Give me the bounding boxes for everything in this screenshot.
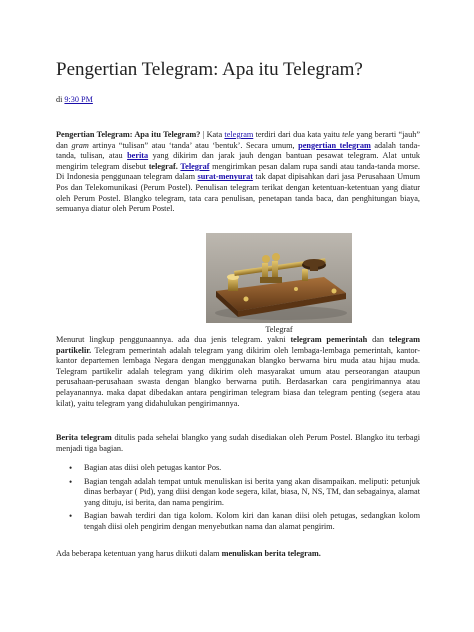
list-item: • Bagian bawah terdiri dan tiga kolom. Kolom kiri dan kanan diisi oleh petugas, sedangkan kolom tengah diisi oleh pengirim dengan menyebutkan nama dan alamat pengirim.: [84, 511, 420, 532]
intro-text: tak dapat dipisahkan dari jasa Perusahaan Umum Pos dan Telekomunikasi (Perum Postel). Penulisan telegram terikat dengan ketentuan-ketentuan yang diatur oleh Perum Postel. Blangko telegram, tata cara penulisan, penetapan tanda baca, dan penghitungan biaya, semuanya diatur oleh Perum Postel.: [56, 172, 420, 214]
word-gram: gram: [71, 140, 89, 150]
berita-text: ditulis pada sehelai blangko yang sudah disediakan oleh Perum Postel. Blangko itu terbagi menjadi tiga bagian.: [56, 433, 421, 453]
link-surat-menyurat[interactable]: surat-menyurat: [197, 172, 253, 182]
intro-text: yang berarti “jauh” dan: [56, 130, 420, 150]
term-telegram-pemerintah: telegram pemerintah: [290, 335, 368, 344]
berita-paragraph: [56, 433, 420, 454]
intro-text: yang dikirim dan jarak jauh dengan bantuan pesawat telegram. Alat untuk mengirim telegram disebut: [56, 151, 420, 171]
link-telegram[interactable]: telegram: [224, 130, 254, 139]
link-berita[interactable]: berita: [127, 151, 149, 161]
types-text: dan: [367, 335, 389, 344]
telegraph-key-image: [206, 233, 352, 323]
intro-text: | Kata: [200, 130, 225, 139]
types-text: Telegram pemerintah adalah telegram yang dikirim oleh lembaga-lembaga pemerintah, kantor-kantor departemen lembaga Negara dengan menggunakan blangko berwarna biru muda atau hijau muda. Telegram partikelir adalah telegram yang dikirim oleh masyarakat umum atau perseorangan ataupun perusahaan-perusahaan swasta dengan blangko berwarna putih. Berdasarkan cara pengirimannya atau pelayanannya. maka dapat dibedakan antara pengiriman telegram biasa dan telegram penting (segera atau kilat), yaitu telegram yang didahulukan pengirimannya.: [56, 345, 420, 408]
closing-text: Ada beberapa ketentuan yang harus diikuti dalam: [56, 549, 222, 558]
types-text: Menurut lingkup penggunaannya. ada dua jenis telegram. yakni: [56, 335, 291, 344]
post-meta: [56, 94, 93, 105]
intro-paragraph: [56, 130, 420, 215]
intro-lead: Pengertian Telegram: Apa itu Telegram?: [56, 130, 201, 139]
link-telegraf[interactable]: Telegraf: [180, 161, 210, 171]
term-telegram-partikelir: telegram partikelir.: [56, 335, 420, 355]
article-title: Pengertian Telegram: Apa itu Telegram?: [56, 59, 363, 80]
list-item: • Bagian atas diisi oleh petugas kantor Pos.: [84, 463, 420, 474]
intro-text: artinya “tulisan” atau ‘tanda’ atau ‘bentuk’. Secara umum,: [88, 140, 299, 150]
intro-text: terdiri dari dua kata yaitu: [253, 130, 343, 139]
intro-text: adalah tanda-tanda, tulisan, atau: [56, 140, 421, 161]
types-paragraph: [56, 335, 420, 409]
blangko-parts-list: [56, 463, 420, 536]
meta-prefix: di: [56, 95, 63, 104]
word-telegraf: telegraf.: [148, 161, 178, 171]
post-time-link[interactable]: 9:30 PM: [64, 95, 93, 104]
telegraph-key-illustration: [206, 233, 352, 323]
link-pengertian-telegram[interactable]: pengertian telegram: [298, 140, 371, 150]
list-item: • Bagian tengah adalah tempat untuk menuliskan isi berita yang akan disampaikan. meliputi: petunjuk dinas berbayar ( Ptd), yang diisi dengan kode segera, kilat, biasa, N, NS, TM, dan sebagainya, alamat yang dituju, isi berita, dan nama pengirim.: [84, 477, 420, 509]
word-tele: tele: [342, 130, 355, 139]
intro-text: mengirimkan pesan dalam rupa sandi atau tanda-tanda morse. Di Indonesia penggunaan telegram dalam: [56, 161, 420, 182]
term-menuliskan-berita: menuliskan berita telegram.: [221, 549, 321, 558]
closing-paragraph: [56, 549, 420, 560]
term-berita-telegram: Berita telegram: [56, 433, 112, 442]
figure-caption: Telegraf: [265, 325, 293, 334]
